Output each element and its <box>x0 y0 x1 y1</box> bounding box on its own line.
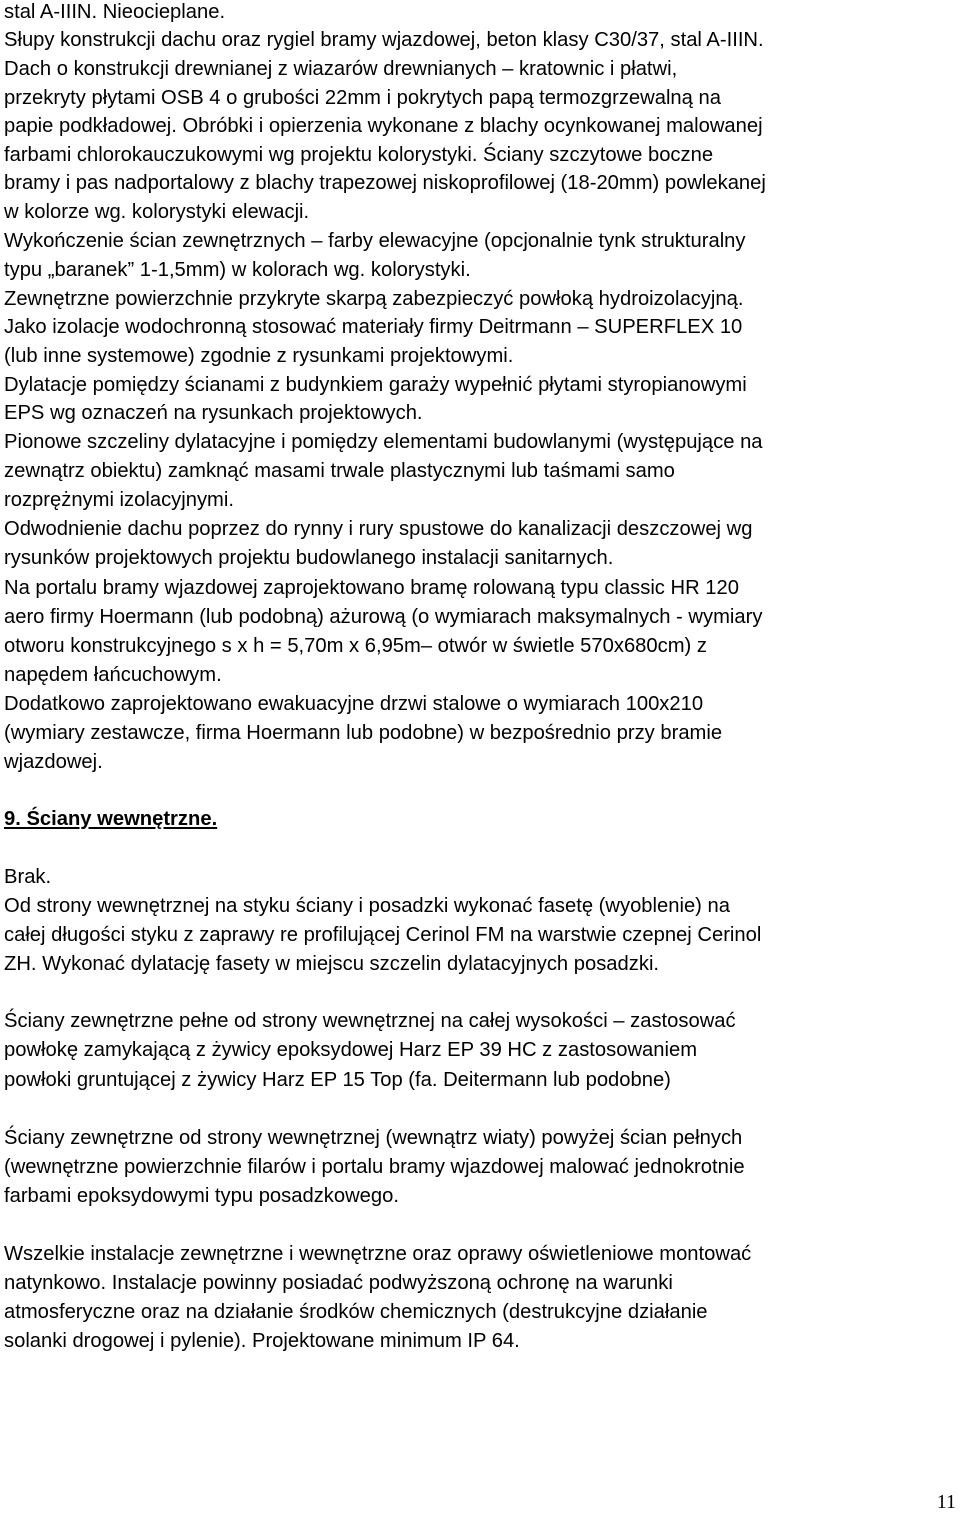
text-line: powłoki gruntującej z żywicy Harz EP 15 Top (fa. Deitermann lub podobne) <box>4 1069 671 1091</box>
text-line: bramy i pas nadportalowy z blachy trapezowej niskoprofilowej (18-20mm) powlekanej <box>4 172 766 194</box>
text-line: Dodatkowo zaprojektowano ewakuacyjne drzwi stalowe o wymiarach 100x210 <box>4 693 704 715</box>
text-line: stal A-IIIN. Nieocieplane. <box>4 1 226 23</box>
text-line: natynkowo. Instalacje powinny posiadać podwyższoną ochronę na warunki <box>4 1272 673 1294</box>
text-line: Odwodnienie dachu poprzez do rynny i rury spustowe do kanalizacji deszczowej wg <box>4 518 753 540</box>
text-line: Zewnętrzne powierzchnie przykryte skarpą zabezpieczyć powłoką hydroizolacyjną. <box>4 288 744 310</box>
text-line: Na portalu bramy wjazdowej zaprojektowano bramę rolowaną typu classic HR 120 <box>4 577 739 599</box>
text-line: Wszelkie instalacje zewnętrzne i wewnętrzne oraz oprawy oświetleniowe montować <box>4 1243 752 1265</box>
text-line: papie podkładowej. Obróbki i opierzenia wykonane z blachy ocynkowanej malowanej <box>4 115 763 137</box>
text-line: Od strony wewnętrznej na styku ściany i posadzki wykonać fasetę (wyoblenie) na <box>4 895 730 917</box>
text-line: powłokę zamykającą z żywicy epoksydowej Harz EP 39 HC z zastosowaniem <box>4 1039 698 1061</box>
text-line: Ściany zewnętrzne pełne od strony wewnętrznej na całej wysokości – zastosować <box>4 1010 736 1032</box>
text-line: atmosferyczne oraz na działanie środków chemicznych (destrukcyjne działanie <box>4 1301 708 1323</box>
text-line: Słupy konstrukcji dachu oraz rygiel bramy wjazdowej, beton klasy C30/37, stal A-IIIN. <box>4 29 764 51</box>
text-line: (wewnętrzne powierzchnie filarów i portalu bramy wjazdowej malować jednokrotnie <box>4 1156 745 1178</box>
text-line: Jako izolacje wodochronną stosować materiały firmy Deitrmann – SUPERFLEX 10 <box>4 316 743 338</box>
text-line: wjazdowej. <box>4 751 103 773</box>
text-line: całej długości styku z zaprawy re profilującej Cerinol FM na warstwie czepnej Cerinol <box>4 924 762 946</box>
text-line: solanki drogowej i pylenie). Projektowane minimum IP 64. <box>4 1330 520 1352</box>
text-line: przekryty płytami OSB 4 o grubości 22mm i pokrytych papą termozgrzewalną na <box>4 87 721 109</box>
text-line: Pionowe szczeliny dylatacyjne i pomiędzy elementami budowlanymi (występujące na <box>4 431 763 453</box>
text-line: w kolorze wg. kolorystyki elewacji. <box>4 201 310 223</box>
text-line: typu „baranek” 1-1,5mm) w kolorach wg. kolorystyki. <box>4 259 471 281</box>
text-line: aero firmy Hoermann (lub podobną) ażurową (o wymiarach maksymalnych - wymiary <box>4 606 763 628</box>
text-line: Brak. <box>4 866 52 888</box>
page-number: 11 <box>936 1491 956 1513</box>
text-line: otworu konstrukcyjnego s x h = 5,70m x 6,95m– otwór w świetle 570x680cm) z <box>4 635 707 657</box>
text-line: EPS wg oznaczeń na rysunkach projektowych. <box>4 402 423 424</box>
text-line: rysunków projektowych projektu budowlanego instalacji sanitarnych. <box>4 547 614 569</box>
text-line: farbami chlorokauczukowymi wg projektu kolorystyki. Ściany szczytowe boczne <box>4 144 714 166</box>
text-line: napędem łańcuchowym. <box>4 664 222 686</box>
text-line: farbami epoksydowymi typu posadzkowego. <box>4 1185 399 1207</box>
text-line: Wykończenie ścian zewnętrznych – farby elewacyjne (opcjonalnie tynk strukturalny <box>4 230 746 252</box>
text-line: Dach o konstrukcji drewnianej z wiazarów drewnianych – kratownic i płatwi, <box>4 58 678 80</box>
section-heading: 9. Ściany wewnętrzne. <box>4 808 218 830</box>
text-line: zewnątrz obiektu) zamknąć masami trwale plastycznymi lub taśmami samo <box>4 460 675 482</box>
text-line: ZH. Wykonać dylatację fasety w miejscu szczelin dylatacyjnych posadzki. <box>4 953 660 975</box>
text-line: (wymiary zestawcze, firma Hoermann lub podobne) w bezpośrednio przy bramie <box>4 722 723 744</box>
text-line: Dylatacje pomiędzy ścianami z budynkiem garaży wypełnić płytami styropianowymi <box>4 374 747 396</box>
text-line: rozprężnymi izolacyjnymi. <box>4 489 234 511</box>
text-line: (lub inne systemowe) zgodnie z rysunkami projektowymi. <box>4 345 514 367</box>
text-line: Ściany zewnętrzne od strony wewnętrznej (wewnątrz wiaty) powyżej ścian pełnych <box>4 1127 743 1149</box>
